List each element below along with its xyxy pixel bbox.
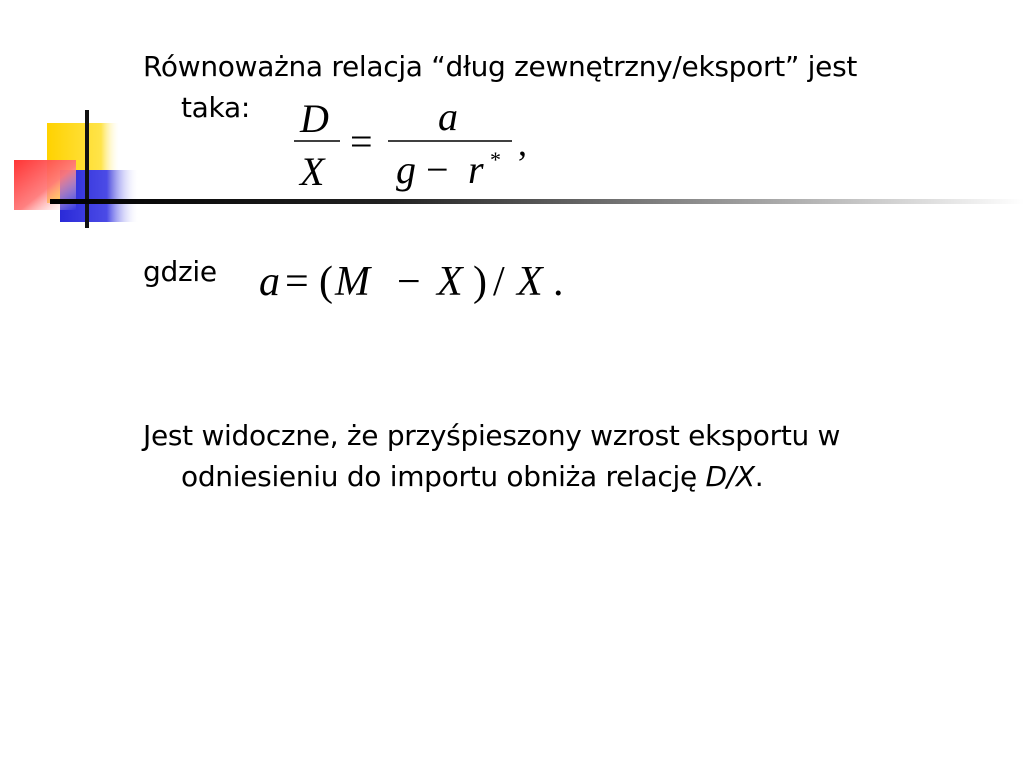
paragraph-conclusion-ratio: D/X xyxy=(705,460,755,493)
formula2-a: a xyxy=(259,259,280,305)
paragraph-gdzie: gdzie xyxy=(143,255,217,288)
paragraph-conclusion-line2 xyxy=(143,456,763,497)
formula2-period: . xyxy=(553,259,564,305)
formula2-close-paren: ) xyxy=(473,259,487,305)
paragraph-conclusion-line1: Jest widoczne, że przyśpieszony wzrost eksportu w xyxy=(143,419,841,452)
formula-debt-export-ratio xyxy=(280,95,550,200)
vertical-rule xyxy=(85,110,89,228)
paragraph-conclusion xyxy=(143,415,963,497)
formula2-slash: / xyxy=(493,259,505,305)
formula2-equals: = xyxy=(285,259,309,305)
formula1-equals: = xyxy=(350,119,373,164)
formula2-open-paren: ( xyxy=(319,259,333,305)
formula1-denominator-minus: − xyxy=(426,147,449,192)
formula1-denominator-g: g xyxy=(396,147,416,192)
formula1-denominator-left: X xyxy=(300,149,325,194)
formula1-star: * xyxy=(490,147,501,172)
paragraph-conclusion-line2-suffix: . xyxy=(754,460,764,493)
formula2-X2: X xyxy=(517,259,543,305)
formula-a-definition xyxy=(255,255,575,310)
formula2-minus: − xyxy=(397,259,421,305)
paragraph-relation-line2: taka: xyxy=(181,91,250,124)
formula1-comma: , xyxy=(518,123,527,163)
formula2-M: M xyxy=(335,259,370,305)
paragraph-conclusion-line2-prefix: odniesieniu do importu obniża relację xyxy=(181,460,706,493)
formula1-numerator-left: D xyxy=(300,96,329,141)
formula1-numerator-right: a xyxy=(438,95,458,139)
formula1-denominator-r: r xyxy=(468,147,484,192)
paragraph-relation-line1: Równoważna relacja “dług zewnętrzny/eksport” jest xyxy=(143,50,858,83)
formula2-X1: X xyxy=(437,259,463,305)
